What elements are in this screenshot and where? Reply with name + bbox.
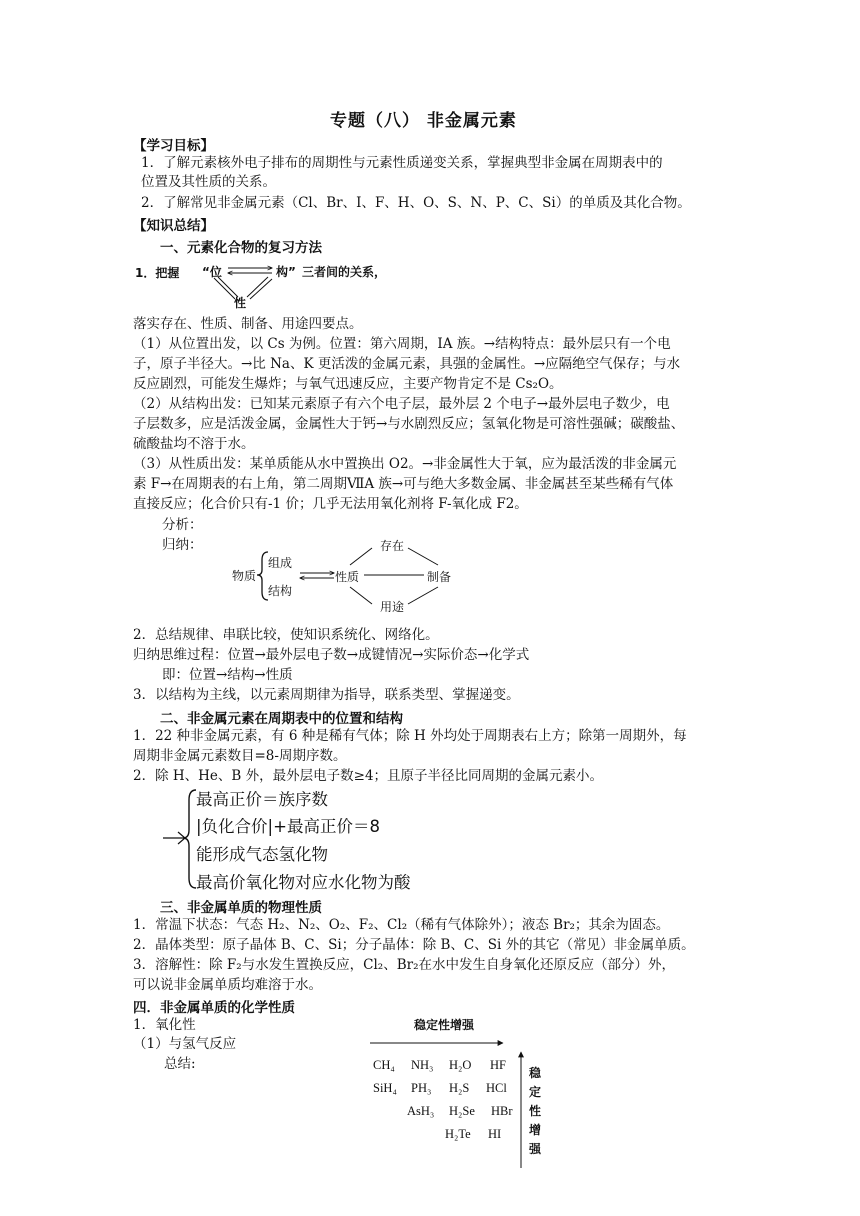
section-3-heading: 三、非金属单质的物理性质	[160, 900, 322, 916]
side-char: 增	[529, 1123, 542, 1137]
grasp-wei: “位	[202, 265, 222, 279]
diagram-wuzhi: 物质	[232, 569, 257, 583]
para-2-line-1: （2）从结构出发：已知某元素原子有六个电子层，最外层 2 个电子→最外层电子数少，电	[133, 396, 670, 412]
item-2: 2．总结规律、串联比较，使知识系统化、网络化。	[133, 627, 439, 643]
summary-heading: 【知识总结】	[133, 218, 214, 234]
hydride: H₂Te	[445, 1127, 471, 1141]
ji-line: 即：位置→结构→性质	[162, 667, 293, 683]
s4-item-1: 1．氧化性	[133, 1017, 196, 1033]
para-2-line-3: 硫酸盐均不溶于水。	[133, 436, 255, 452]
diagram-cunzai: 存在	[380, 539, 405, 553]
rule-4: 最高价氧化物对应水化物为酸	[196, 873, 411, 892]
hydride: AsH₃	[407, 1104, 435, 1118]
rule-1: 最高正价＝族序数	[196, 790, 328, 809]
goal-1-line-2: 位置及其性质的关系。	[141, 174, 276, 190]
hydride: PH₃	[411, 1081, 432, 1095]
para-3-line-1: （3）从性质出发：某单质能从水中置换出 O2。→非金属性大于氧，应为最活泼的非金属元	[133, 456, 677, 472]
stability-side-label	[529, 1064, 543, 1159]
rule-2: |负化合价|+最高正价＝8	[196, 817, 380, 836]
side-char: 性	[529, 1104, 542, 1118]
section-1-heading: 一、元素化合物的复习方法	[160, 240, 322, 256]
diagram-yongtu: 用途	[380, 600, 405, 614]
goals-heading: 【学习目标】	[133, 138, 214, 154]
para-land: 落实存在、性质、制备、用途四要点。	[133, 316, 363, 332]
para-2-line-2: 子层数多，应是活泼金属，金属性大于钙→与水剧烈反应；氢氧化物是可溶性强碱；碳酸盐、	[133, 416, 685, 432]
side-char: 稳	[529, 1066, 542, 1080]
hydride: CH₄	[373, 1058, 395, 1072]
goal-2: 2．了解常见非金属元素（Cl、Br、I、F、H、O、S、N、P、C、Si）的单质及其化合物。	[141, 195, 691, 211]
think-process: 归纳思维过程：位置→最外层电子数→成键情况→实际价态→化学式	[133, 647, 530, 663]
analysis-label: 分析：	[162, 517, 203, 533]
hydride: HF	[490, 1058, 506, 1072]
page-title: 专题（八） 非金属元素	[330, 111, 517, 131]
s3-item-2: 2．晶体类型：原子晶体 B、C、Si；分子晶体：除 B、C、Si 外的其它（常见）非金属单质。	[133, 937, 695, 953]
grasp-suffix: 三者间的关系，	[302, 265, 387, 279]
hydride: HBr	[491, 1104, 513, 1118]
grasp-xing: 性	[234, 296, 247, 310]
hydride: H₂O	[449, 1058, 472, 1072]
hydride: HI	[488, 1127, 502, 1141]
zongjie-label: 总结:	[164, 1056, 196, 1072]
grasp-gou: 构”	[276, 265, 296, 279]
s2-item-1-line-2: 周期非金属元素数目=8-周期序数。	[133, 748, 347, 764]
side-char: 定	[529, 1085, 542, 1099]
section-4-heading: 四．非金属单质的化学性质	[133, 1000, 295, 1016]
para-3-line-2: 素 F→在周期表的右上角，第二周期ⅦA 族→可与绝大多数金属、非金属甚至某些稀有气体	[133, 476, 674, 492]
s3-item-3-line-2: 可以说非金属单质均难溶于水。	[133, 977, 322, 993]
stability-top-label: 稳定性增强	[414, 1018, 475, 1032]
section-2-heading: 二、非金属元素在周期表中的位置和结构	[160, 711, 403, 727]
goal-1-line-1: 1．了解元素核外电子排布的周期性与元素性质递变关系，掌握典型非金属在周期表中的	[141, 155, 663, 171]
hydride: HCl	[486, 1081, 507, 1095]
hydride: SiH₄	[373, 1081, 397, 1095]
diagram-xingzhi: 性质	[335, 570, 360, 584]
rule-3: 能形成气态氢化物	[196, 845, 328, 864]
side-char: 强	[529, 1142, 542, 1156]
s2-item-1-line-1: 1．22 种非金属元素，有 6 种是稀有气体；除 H 外均处于周期表右上方；除第一周期外，每	[133, 728, 687, 744]
s2-item-2: 2．除 H、He、B 外，最外层电子数≥4；且原子半径比同周期的金属元素小。	[133, 768, 604, 784]
para-3-line-3: 直接反应；化合价只有-1 价；几乎无法用氧化剂将 F-氧化成 F2。	[133, 496, 528, 512]
hydride: NH₃	[411, 1058, 434, 1072]
diagram-zucheng: 组成	[268, 556, 293, 570]
item-3: 3．以结构为主线，以元素周期律为指导，联系类型、掌握递变。	[133, 687, 520, 703]
para-1-line-1: （1）从位置出发，以 Cs 为例。位置：第六周期，IA 族。→结构特点：最外层只有一个电	[133, 336, 671, 352]
hydride: H₂Se	[449, 1104, 475, 1118]
hydride: H₂S	[449, 1081, 470, 1095]
grasp-prefix: 1．把握	[135, 266, 180, 280]
para-1-line-2: 子，原子半径大。→比 Na、K 更活泼的金属元素，具强的金属性。→应隔绝空气保存；与水	[133, 356, 681, 372]
s3-item-3-line-1: 3．溶解性：除 F₂与水发生置换反应，Cl₂、Br₂在水中发生自身氧化还原反应（部分）外，	[133, 957, 676, 973]
s4-item-1-1: （1）与氢气反应	[133, 1036, 237, 1052]
diagram-jiegou: 结构	[268, 584, 293, 598]
induction-label: 归纳：	[162, 537, 203, 553]
diagram-zhibei: 制备	[427, 570, 452, 584]
s3-item-1: 1．常温下状态：气态 H₂、N₂、O₂、F₂、Cl₂（稀有气体除外）；液态 Br₂；其余为固态。	[133, 917, 670, 933]
para-1-line-3: 反应剧烈，可能发生爆炸；与氧气迅速反应，主要产物肯定不是 Cs₂O。	[133, 376, 563, 392]
